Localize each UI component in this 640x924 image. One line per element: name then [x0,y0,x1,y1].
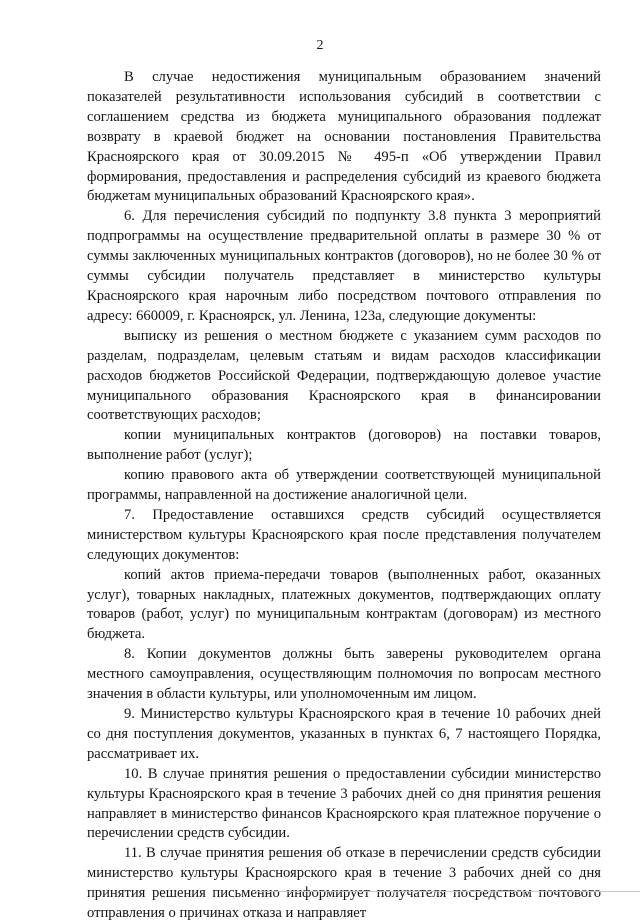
paragraph-item-6: 6. Для перечисления субсидий по подпункту 3.8 пункта 3 мероприятий подпрограммы на осуществление предварительной оплаты в размере 30 % от суммы заключенных муниципальных контрактов (договоров), но не более 30 % от суммы субсидии получатель представляет в министерство культуры Красноярского края нарочным либо посредством почтового отправления по адресу: 660009, г. Красноярск, ул. Ленина, 123а, следующие документы: [87,208,601,324]
paragraph-item-9: 9. Министерство культуры Красноярского края в течение 10 рабочих дней со дня поступления документов, указанных в пунктах 6, 7 настоящего Порядка, рассматривает их. [87,706,601,762]
paragraph-item-10: 10. В случае принятия решения о предоставлении субсидии министерство культуры Красноярского края в течение 3 рабочих дней со дня принятия решения направляет в министерство финансов Красноярского края платежное поручение о перечислении средств субсидии. [87,765,601,842]
page-number: 2 [316,38,324,53]
paragraph-item-7: 7. Предоставление оставшихся средств субсидий осуществляется министерством культуры Красноярского края после представления получателем следующих документов: [87,506,601,563]
scan-edge-line [255,891,640,892]
paragraph-item-8: 8. Копии документов должны быть заверены руководителем органа местного самоуправления, осуществляющим полномочия по вопросам местного значения в области культуры, или уполномоченным им лицом. [87,646,601,703]
paragraph-legal-act-copy: копию правового акта об утверждении соответствующей муниципальной программы, направленной на достижение аналогичной цели. [87,467,601,504]
paragraph-item-11: 11. В случае принятия решения об отказе в перечислении средств субсидии министерство культуры Красноярского края в течение 3 рабочих дней со дня принятия решения письменно информирует получателя посредством почтового отправления о причинах отказа и направляет [87,845,601,922]
document-body [87,68,601,924]
paragraph-contract-copies: копии муниципальных контрактов (договоров) на поставки товаров, выполнение работ (услуг); [87,427,601,464]
paragraph-acceptance-acts: копий актов приема-передачи товаров (выполненных работ, оказанных услуг), товарных накладных, платежных документов, подтверждающих оплату товаров (работ, услуг) по муниципальным контрактам (договорам) из местного бюджета. [87,566,601,643]
paragraph-subsidy-return: В случае недостижения муниципальным образованием значений показателей результативности использования субсидий в соответствии с соглашением средства из бюджета муниципального образования подлежат возврату в краевой бюджет на основании постановления Правительства Красноярского края от 30.09.2015 № 495-п «Об утверждении Правил формирования, предоставления и распределения субсидий из краевого бюджета бюджетам муниципальных образований Красноярского края». [87,69,601,205]
paragraph-budget-extract: выписку из решения о местном бюджете с указанием сумм расходов по разделам, подразделам, целевым статьям и видам расходов классификации расходов бюджетов Российской Федерации, подтверждающую долевое участие муниципального образования Красноярского края в финансировании соответствующих расходов; [87,327,601,424]
